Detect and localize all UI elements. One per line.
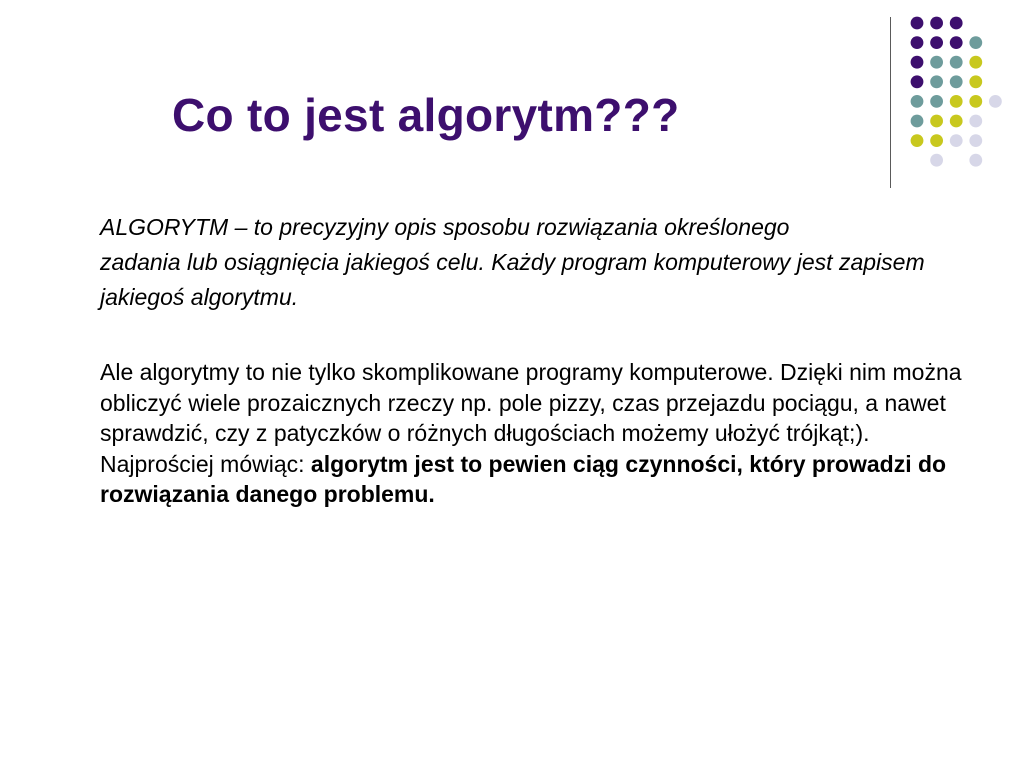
decorative-dot-purple [950, 36, 963, 49]
decorative-dot-yellow [950, 115, 963, 128]
decorative-dot-teal [969, 36, 982, 49]
decorative-dot-lavender [969, 154, 982, 167]
decorative-dot-lavender [930, 154, 943, 167]
decorative-dot-teal [930, 56, 943, 69]
explanation-paragraph [100, 357, 980, 510]
decorative-dot-teal [930, 95, 943, 108]
divider-line [890, 17, 891, 188]
decorative-dot-yellow [930, 115, 943, 128]
slide-title: Co to jest algorytm??? [172, 89, 680, 141]
decorative-dot-teal [930, 75, 943, 88]
decorative-dot-teal [911, 95, 924, 108]
decorative-dot-purple [911, 75, 924, 88]
definition-first-line: ALGORYTM – to precyzyjny opis sposobu rozwiązania określonego [100, 214, 790, 240]
decorative-dot-purple [930, 17, 943, 30]
decorative-dot-lavender [969, 134, 982, 147]
definition-rest: zadania lub osiągnięcia jakiegoś celu. Każdy program komputerowy jest zapisem jakiegoś algorytmu. [100, 249, 925, 310]
decorative-dot-purple [911, 17, 924, 30]
decorative-dot-yellow [969, 75, 982, 88]
definition-paragraph [100, 210, 980, 315]
decorative-dot-purple [911, 36, 924, 49]
decorative-dot-teal [950, 56, 963, 69]
decorative-dot-purple [930, 36, 943, 49]
explanation-bold-conclusion: algorytm jest to pewien ciąg czynności, który prowadzi do rozwiązania danego problemu. [100, 450, 947, 507]
decorative-dot-teal [950, 75, 963, 88]
slide-body [100, 210, 980, 510]
decorative-dot-yellow [911, 134, 924, 147]
decorative-dot-yellow [930, 134, 943, 147]
decorative-dot-lavender [950, 134, 963, 147]
decorative-dot-yellow [969, 56, 982, 69]
decorative-dot-purple [950, 17, 963, 30]
decorative-dot-lavender [969, 115, 982, 128]
decorative-dot-teal [911, 115, 924, 128]
decorative-dot-yellow [969, 95, 982, 108]
decorative-dot-yellow [950, 95, 963, 108]
decorative-dot-purple [911, 56, 924, 69]
decorative-dot-lavender [989, 95, 1002, 108]
explanation-text: Ale algorytmy to nie tylko skomplikowane programy komputerowe. Dzięki nim można obliczyć wiele prozaicznych rzeczy np. pole pizzy, czas przejazdu pociągu, a nawet sprawdzić, czy z patyczków o różnych długościach możemy ułożyć trójkąt;). Najprościej mówiąc: [100, 359, 962, 477]
